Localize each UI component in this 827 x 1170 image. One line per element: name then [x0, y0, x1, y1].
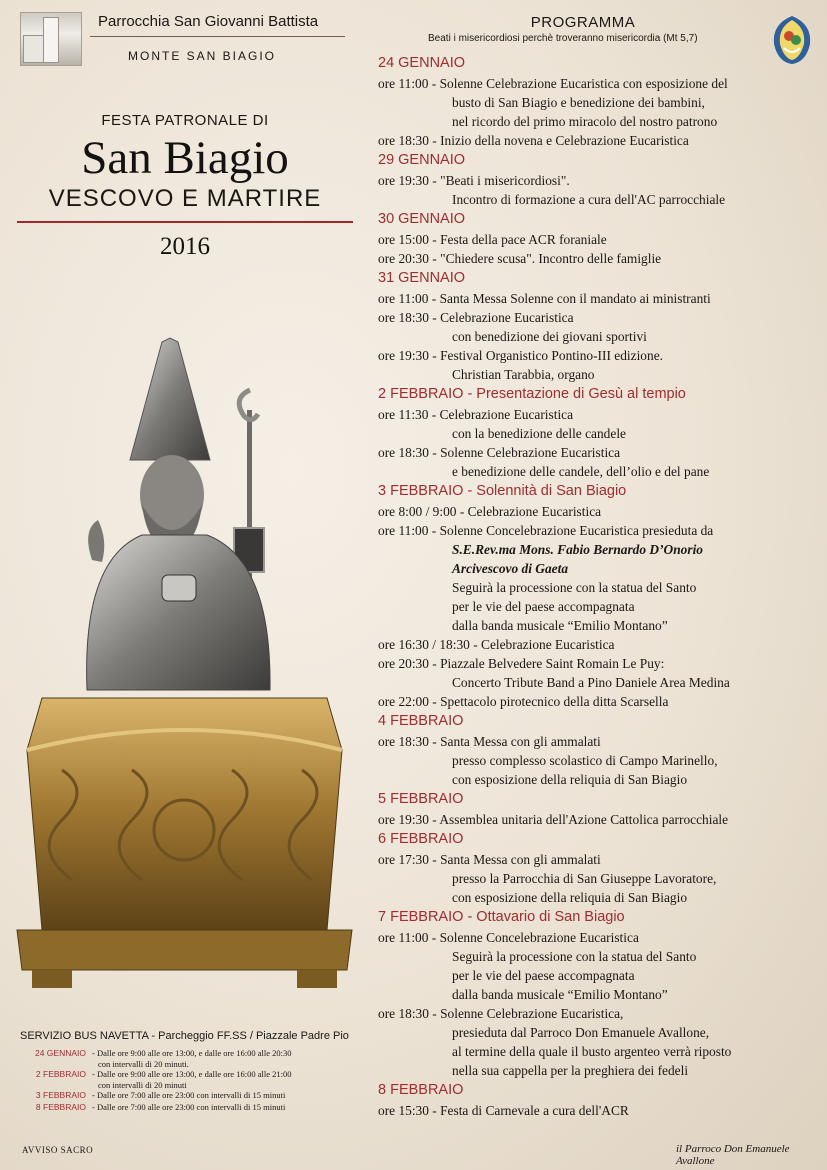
event-line: ore 11:00 - Solenne Concelebrazione Eucaristica	[378, 930, 639, 945]
day-heading: 5 FEBBRAIO	[378, 791, 464, 807]
event	[378, 171, 818, 209]
event-line: con la benedizione delle candele	[452, 426, 626, 441]
day-title: - Ottavario di San Biagio	[463, 909, 625, 925]
event	[378, 850, 818, 907]
bus-row	[20, 1102, 360, 1114]
event	[378, 131, 818, 150]
event-line: ore 11:00 - Santa Messa Solenne con il mandato ai ministranti	[378, 291, 711, 306]
bus-text: - Dalle ore 7:00 alle ore 23:00 con intervalli di 15 minuti	[92, 1102, 286, 1112]
event-line: con esposizione della reliquia di San Biagio	[452, 890, 688, 905]
event-line: ore 15:00 - Festa della pace ACR foraniale	[378, 232, 607, 247]
day-date: 7 FEBBRAIO	[378, 909, 464, 925]
day-heading: 8 FEBBRAIO	[378, 1082, 464, 1098]
event-line: dalla banda musicale “Emilio Montano”	[452, 618, 668, 633]
day-date: 2 FEBBRAIO	[378, 386, 464, 402]
event-line: ore 18:30 - Solenne Celebrazione Eucaristica	[378, 445, 621, 460]
event-line: e benedizione delle candele, dell’olio e del pane	[452, 464, 710, 479]
event-line: ore 18:30 - Solenne Celebrazione Eucaristica,	[378, 1006, 624, 1021]
programma-heading: PROGRAMMA	[530, 14, 636, 31]
event	[378, 692, 818, 711]
presider-name: S.E.Rev.ma Mons. Fabio Bernardo D’Onorio	[452, 542, 703, 557]
festa-label: FESTA PATRONALE DI	[101, 112, 269, 129]
event	[378, 1004, 818, 1080]
event-line: presieduta dal Parroco Don Emanuele Avallone,	[452, 1025, 710, 1040]
day-heading	[378, 481, 818, 502]
event-line: ore 19:30 - "Beati i misericordiosi".	[378, 173, 570, 188]
event	[378, 289, 818, 308]
title-divider	[17, 221, 353, 223]
event	[378, 405, 818, 443]
event	[378, 346, 818, 384]
day-heading: 29 GENNAIO	[378, 152, 466, 168]
day-heading: 24 GENNAIO	[378, 55, 466, 71]
event	[378, 74, 818, 131]
event	[378, 443, 818, 481]
bus-text-line: con intervalli di 20 minuti	[98, 1080, 187, 1090]
day-date: 3 FEBBRAIO	[378, 483, 464, 499]
event	[378, 502, 818, 521]
event-line: con benedizione dei giovani sportivi	[452, 329, 647, 344]
event-line: ore 20:30 - Piazzale Belvedere Saint Romain Le Puy:	[378, 656, 665, 671]
event-line: ore 18:30 - Celebrazione Eucaristica	[378, 310, 574, 325]
day-title: - Solennità di San Biagio	[463, 483, 627, 499]
event-line: ore 17:30 - Santa Messa con gli ammalati	[378, 852, 601, 867]
event	[378, 635, 818, 654]
event	[378, 654, 818, 692]
event-line: per le vie del paese accompagnata	[452, 968, 635, 983]
event-line: ore 11:00 - Solenne Concelebrazione Eucaristica presieduta da	[378, 523, 714, 538]
event-line: ore 18:30 - Santa Messa con gli ammalati	[378, 734, 601, 749]
bus-date: 2 FEBBRAIO	[35, 1069, 86, 1079]
event	[378, 732, 818, 789]
bus-date: 8 FEBBRAIO	[35, 1102, 86, 1112]
event-line: ore 15:30 - Festa di Carnevale a cura dell'ACR	[378, 1103, 629, 1118]
event-line: al termine della quale il busto argenteo verrà riposto	[452, 1044, 732, 1059]
event	[378, 308, 818, 346]
bus-text-line: con intervalli di 20 minuti.	[98, 1059, 189, 1069]
event-line: Christian Tarabbia, organo	[452, 367, 595, 382]
bus-row	[20, 1048, 360, 1069]
day-heading: 30 GENNAIO	[378, 211, 466, 227]
parish-name: Parrocchia San Giovanni Battista	[98, 13, 319, 30]
programma-motto: Beati i misericordiosi perchè troveranno misericordia (Mt 5,7)	[428, 33, 698, 44]
bus-text-line: - Dalle ore 9:00 alle ore 13:00, e dalle ore 16:00 alle 20:30	[92, 1048, 292, 1058]
bus-text-line: - Dalle ore 9:00 alle ore 13:00, e dalle ore 16:00 alle 21:00	[92, 1069, 292, 1079]
event	[378, 928, 818, 1004]
event-line: ore 18:30 - Inizio della novena e Celebrazione Eucaristica	[378, 133, 689, 148]
event-line: nella sua cappella per la preghiera dei fedeli	[452, 1063, 689, 1078]
parish-header	[20, 12, 350, 72]
event-line: Incontro di formazione a cura dell'AC parrocchiale	[452, 192, 726, 207]
bus-text	[92, 1069, 372, 1091]
event-line: con esposizione della reliquia di San Biagio	[452, 772, 688, 787]
event-line: ore 19:30 - Assemblea unitaria dell'Azione Cattolica parrocchiale	[378, 812, 729, 827]
event-line: per le vie del paese accompagnata	[452, 599, 635, 614]
bus-row	[20, 1090, 360, 1102]
event-line: nel ricordo del primo miracolo del nostro patrono	[452, 114, 718, 129]
bus-text	[92, 1048, 372, 1070]
day-heading: 4 FEBBRAIO	[378, 713, 464, 729]
event-line: presso complesso scolastico di Campo Marinello,	[452, 753, 718, 768]
event-line: ore 11:30 - Celebrazione Eucaristica	[378, 407, 574, 422]
bus-service	[20, 1030, 360, 1114]
bus-date: 3 FEBBRAIO	[35, 1090, 86, 1100]
bus-row	[20, 1069, 360, 1090]
event	[378, 521, 818, 635]
day-heading	[378, 907, 818, 928]
title-block	[15, 112, 355, 261]
day-heading: 31 GENNAIO	[378, 270, 466, 286]
event-line: presso la Parrocchia di San Giuseppe Lavoratore,	[452, 871, 717, 886]
event-line: Seguirà la processione con la statua del Santo	[452, 949, 697, 964]
event-line: ore 22:00 - Spettacolo pirotecnico della ditta Scarsella	[378, 694, 669, 709]
presider-title: Arcivescovo di Gaeta	[452, 561, 569, 576]
parroco-signature: il Parroco Don Emanuele Avallone	[676, 1143, 790, 1167]
parish-town: MONTE SAN BIAGIO	[128, 49, 277, 63]
day-heading	[378, 384, 818, 405]
saint-subtitle: VESCOVO E MARTIRE	[48, 185, 322, 212]
event-line: dalla banda musicale “Emilio Montano”	[452, 987, 668, 1002]
header-divider	[90, 36, 345, 37]
event	[378, 1101, 818, 1120]
event	[378, 230, 818, 249]
event-line: ore 16:30 / 18:30 - Celebrazione Eucaristica	[378, 637, 615, 652]
day-title: - Presentazione di Gesù al tempio	[463, 386, 686, 402]
event-line: ore 11:00 - Solenne Celebrazione Eucaristica con esposizione del	[378, 76, 728, 91]
church-photo	[20, 12, 82, 66]
event-line: ore 20:30 - "Chiedere scusa". Incontro delle famiglie	[378, 251, 662, 266]
event	[378, 249, 818, 268]
event-line: ore 8:00 / 9:00 - Celebrazione Eucaristica	[378, 504, 602, 519]
saint-name: San Biagio	[81, 132, 289, 184]
event-line: Concerto Tribute Band a Pino Daniele Area Medina	[452, 675, 730, 690]
bus-date: 24 GENNAIO	[34, 1048, 86, 1058]
event	[378, 810, 818, 829]
bus-title: SERVIZIO BUS NAVETTA - Parcheggio FF.SS / Piazzale Padre Pio	[20, 1030, 349, 1042]
avviso-sacro: AVVISO SACRO	[22, 1145, 94, 1155]
program-list	[378, 53, 818, 1120]
event-line: ore 19:30 - Festival Organistico Pontino-III edizione.	[378, 348, 663, 363]
event-line: Seguirà la processione con la statua del Santo	[452, 580, 697, 595]
reliquary-bust-image	[12, 330, 357, 995]
year: 2016	[160, 233, 210, 260]
day-heading: 6 FEBBRAIO	[378, 831, 464, 847]
bus-text: - Dalle ore 7:00 alle ore 23:00 con intervalli di 15 minuti	[92, 1090, 286, 1100]
event-line: busto di San Biagio e benedizione dei bambini,	[452, 95, 705, 110]
